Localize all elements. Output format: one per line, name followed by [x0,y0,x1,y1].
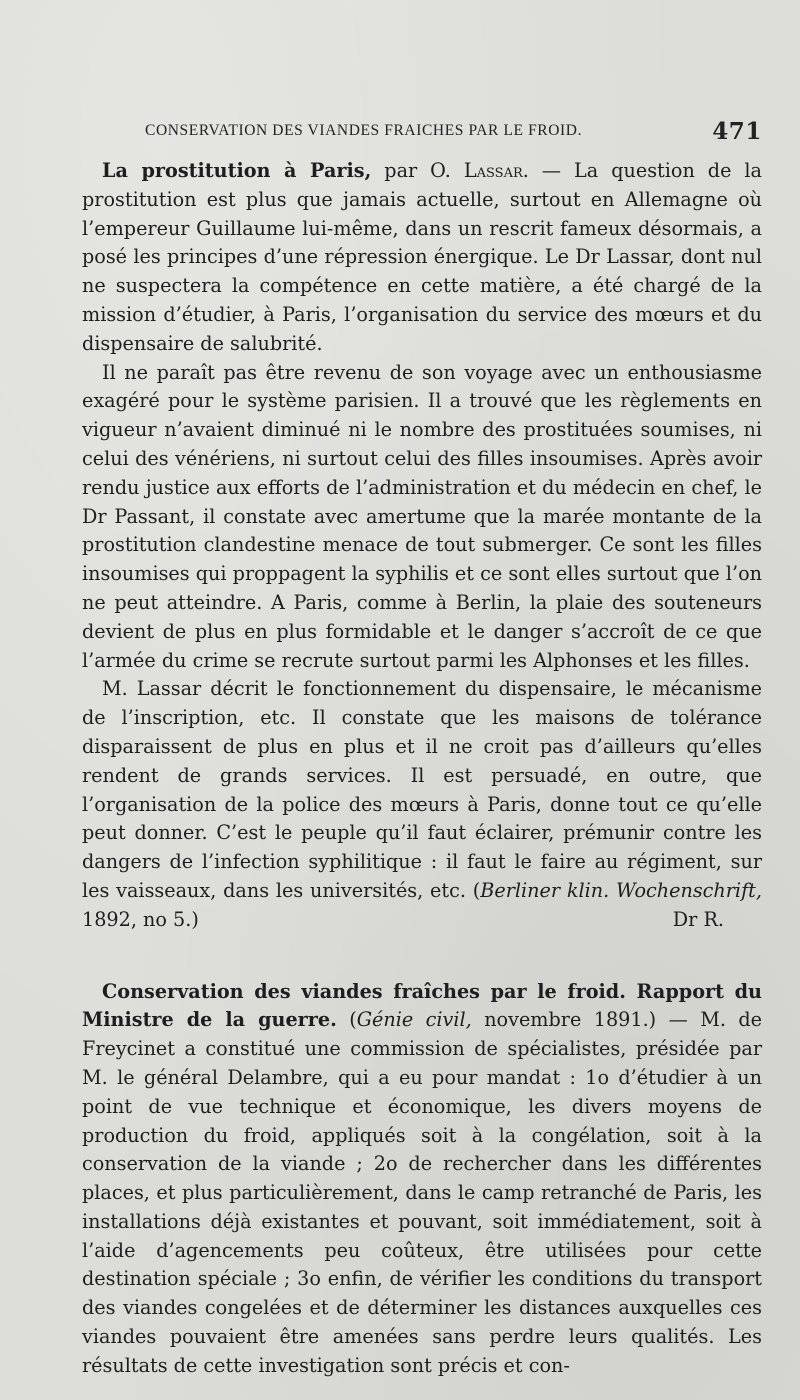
source-citation: Berliner klin. Wochenschrift, [480,878,762,902]
source-citation: Génie civil, [356,1008,472,1032]
paragraph-text: M. Lassar décrit le fonctionnement du dispensaire, le mécanisme de l’inscription, etc. Il constate que les maisons de tolérance disparaissent de plus en plus et il ne croit pas d’ailleurs qu’elles rendent de grands services. Il est persuadé, en outre, que l’organisation de la police des mœurs à Paris, donne tout ce qu’elle peut donner. C’est le peuple qu’il faut éclairer, prémunir contre les dangers de l’infection syphilitique : il faut le faire au régiment, sur les vaisseaux, dans les universités, etc. ( [82,677,762,902]
article-prostitution-paragraph-2: Il ne paraît pas être revenu de son voyage avec un enthousiasme exagéré pour le système parisien. Il a trouvé que les règlements en vigueur n’avaient diminué ni le nombre des prostituées soumises, ni celui des vénériens, ni surtout celui des filles insoumises. Après avoir rendu justice aux efforts de l’administration et du médecin en chef, le Dr Passant, il constate avec amertume que la marée montante de la prostitution clandestine menace de tout submerger. Ce sont les filles insoumises qui proppagent la syphilis et ce sont elles surtout que l’on ne peut atteindre. A Paris, comme à Berlin, la plaie des souteneurs devient de plus en plus formidable et le danger s’accroît de ce que l’armée du crime se recrute surtout parmi les Alphonses et les filles. [82,360,762,672]
page-number: 471 [712,118,762,145]
running-head [145,118,770,148]
article-prostitution-paragraph-1 [82,157,762,359]
paragraph-text: . — La question de la prostitution est plus que jamais actuelle, surtout en Allemagne où l’empereur Guillaume lui-même, dans un rescrit fameux désormais, a posé les principes d’une répression énergique. Le Dr Lassar, dont nul ne suspectera la compétence en cette matière, a été chargé de la mission d’étudier, à Paris, l’organisation du service des mœurs et du dispensaire de salubrité. [82,159,762,355]
citation-details: 1892, no 5.) [82,907,199,931]
signature: Dr R. [672,907,724,931]
citation-details: novembre 1891.) [471,1008,657,1032]
article-title-prostitution: La prostitution à Paris, [102,159,372,182]
article-prostitution-paragraph-3 [82,675,762,934]
paragraph-text: — M. de Freycinet a constitué une commission de spécialistes, présidée par M. le général Delambre, qui a eu pour mandat : 1o d’étudier à un point de vue technique et économique, les divers moyens de production du froid, appliqués soit à la congélation, soit à la conservation de la viande ; 2o de rechercher dans les différentes places, et plus particulièrement, dans le camp retranché de Paris, les installations déjà existantes et pouvant, soit immédiatement, soit à l’aide d’agencements peu coûteux, être utilisées pour cette destination spéciale ; 3o enfin, de vérifier les conditions du transport des viandes congelées et de déterminer les distances auxquelles ces viandes pouvaient être amenées sans perdre leurs qualités. Les résultats de cette investigation sont précis et con- [82,1008,762,1377]
article-byline: par O. [371,159,464,182]
article-title-conservation: Conservation des viandes fraîches par le froid. Rapport du Ministre de la guerre. [82,979,762,1032]
article-author: Lassar [463,159,523,182]
source-open: ( [336,1008,357,1032]
article-conservation-paragraph [82,978,762,1381]
running-head-title: CONSERVATION DES VIANDES FRAICHES PAR LE FROID. [145,122,583,139]
body-text [82,157,762,1381]
